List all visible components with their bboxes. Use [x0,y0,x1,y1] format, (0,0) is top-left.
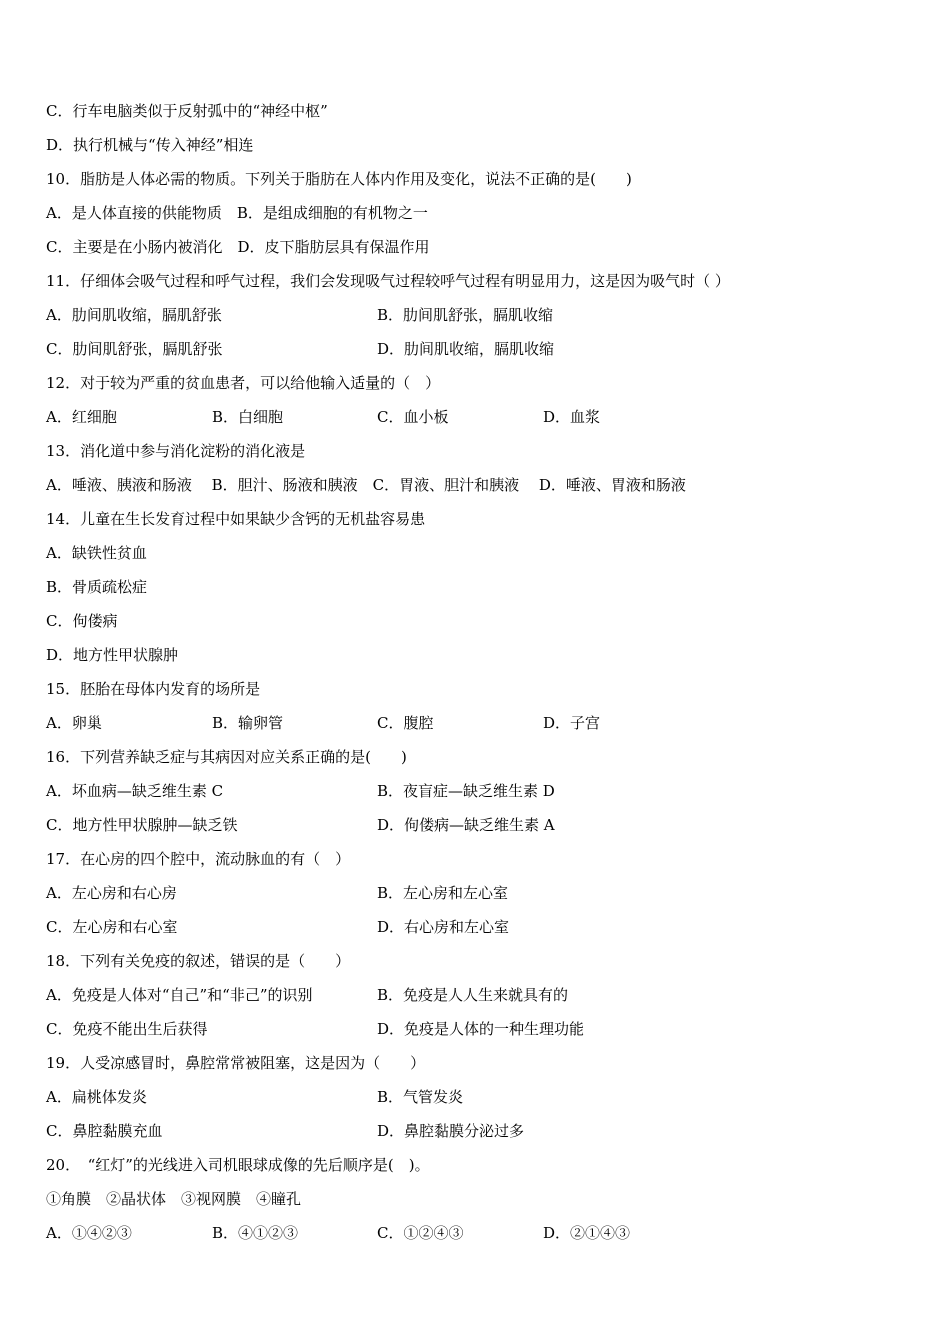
option-c: C．鼻腔黏膜充血 [46,1122,163,1140]
option-b: B．气管发炎 [377,1088,464,1106]
question-12: 12．对于较为严重的贫血患者，可以给他输入适量的（ ） [46,374,441,392]
option-c: C．血小板 [377,408,449,426]
option-d: D．佝偻病—缺乏维生素 A [377,816,555,834]
question-18: 18．下列有关免疫的叙述，错误的是（ ） [46,952,351,970]
question-10: 10．脂肪是人体必需的物质。下列关于脂肪在人体内作用及变化，说法不正确的是( ) [46,170,632,188]
option-c-q9: C．行车电脑类似于反射弧中的“神经中枢” [46,102,328,120]
option-c: C．肋间肌舒张，膈肌舒张 [46,340,223,358]
option-d: D．鼻腔黏膜分泌过多 [377,1122,525,1140]
question-16: 16．下列营养缺乏症与其病因对应关系正确的是( ) [46,748,407,766]
option-c: C．腹腔 [377,714,434,732]
option-d: D．②①④③ [543,1224,631,1242]
question-17: 17．在心房的四个腔中，流动脉血的有（ ） [46,850,351,868]
question-10-options-ab: A．是人体直接的供能物质 B．是组成细胞的有机物之一 [46,204,428,222]
question-15: 15．胚胎在母体内发育的场所是 [46,680,261,698]
option-d: D．右心房和左心室 [377,918,510,936]
question-14-option-a: A．缺铁性贫血 [46,544,147,562]
option-c: C．地方性甲状腺肿—缺乏铁 [46,816,238,834]
question-13-options: A．唾液、胰液和肠液 B．胆汁、肠液和胰液 C．胃液、胆汁和胰液 D．唾液、胃液和肠液 [46,476,686,494]
question-10-options-cd: C．主要是在小肠内被消化 D．皮下脂肪层具有保温作用 [46,238,430,256]
option-a: A．①④②③ [46,1224,132,1242]
question-14-option-c: C．佝偻病 [46,612,118,630]
option-d: D．肋间肌收缩，膈肌收缩 [377,340,555,358]
option-a: A．坏血病—缺乏维生素 C [46,782,224,800]
option-b: B．夜盲症—缺乏维生素 D [377,782,555,800]
option-b: B．左心房和左心室 [377,884,509,902]
question-20-items: ①角膜 ②晶状体 ③视网膜 ④瞳孔 [46,1190,302,1208]
option-b: B．输卵管 [212,714,284,732]
question-14: 14．儿童在生长发育过程中如果缺少含钙的无机盐容易患 [46,510,426,528]
question-14-option-d: D．地方性甲状腺肿 [46,646,179,664]
option-d: D．免疫是人体的一种生理功能 [377,1020,585,1038]
question-20: 20． “红灯”的光线进入司机眼球成像的先后顺序是( )。 [46,1156,430,1174]
option-a: A．扁桃体发炎 [46,1088,147,1106]
option-b: B．免疫是人人生来就具有的 [377,986,569,1004]
question-11: 11．仔细体会吸气过程和呼气过程，我们会发现吸气过程较呼气过程有明显用力，这是因为吸气时（ ） [46,272,730,290]
option-c: C．①②④③ [377,1224,464,1242]
option-b: B．白细胞 [212,408,284,426]
option-a: A．卵巢 [46,714,102,732]
question-13: 13．消化道中参与消化淀粉的消化液是 [46,442,306,460]
option-a: A．免疫是人体对“自己”和“非己”的识别 [46,986,313,1004]
option-d-q9: D．执行机械与“传入神经”相连 [46,136,254,154]
option-a: A．红细胞 [46,408,117,426]
question-14-option-b: B．骨质疏松症 [46,578,148,596]
option-a: A．左心房和右心房 [46,884,177,902]
option-c: C．左心房和右心室 [46,918,178,936]
option-d: D．血浆 [543,408,601,426]
option-b: B．肋间肌舒张，膈肌收缩 [377,306,554,324]
option-d: D．子宫 [543,714,601,732]
option-b: B．④①②③ [212,1224,299,1242]
question-19: 19．人受凉感冒时，鼻腔常常被阻塞，这是因为（ ） [46,1054,426,1072]
option-c: C．免疫不能出生后获得 [46,1020,208,1038]
option-a: A．肋间肌收缩，膈肌舒张 [46,306,222,324]
